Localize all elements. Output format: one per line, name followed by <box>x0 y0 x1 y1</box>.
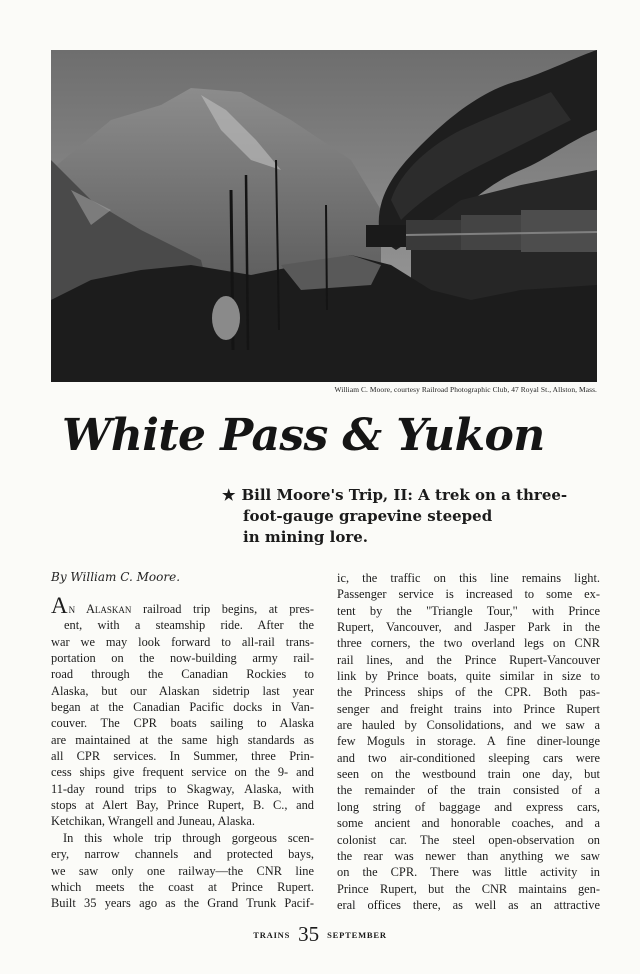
text-line: eral offices there, as well as an attractive <box>337 897 600 912</box>
text-line: ery, narrow channels and protected bays, <box>51 847 314 862</box>
text-line: the Princess ships of the CPR. Both pas- <box>337 685 600 700</box>
text-line: some ancient and honorable coaches, and a <box>337 816 600 831</box>
text-line: senger and freight trains into Prince Rupert <box>337 701 600 716</box>
train-photo <box>51 50 597 382</box>
left-column <box>51 570 314 912</box>
page-number: 35 <box>298 922 320 946</box>
text-line: 11-day round trips to Skagway, Alaska, with <box>51 781 314 796</box>
text-line: Ketchikan, Wrangell and Juneau, Alaska. <box>51 814 255 829</box>
text-line: ent, with a steamship ride. After the <box>64 618 314 633</box>
byline: By William C. Moore. <box>51 570 181 584</box>
text-line: on the CPR. There was little activity in <box>337 865 600 880</box>
text-line: are hauled by Consolidations, and we saw a <box>337 718 600 733</box>
text-line: which meets the coast at Prince Rupert. <box>51 879 314 894</box>
train-photo-illustration <box>51 50 597 382</box>
text-line: cess ships give frequent service on the 9- and <box>51 765 314 780</box>
right-column <box>337 570 600 913</box>
text-line: seen on the westbound train one day, but <box>337 767 600 782</box>
text-line: Alaska, but our Alaskan sidetrip last year <box>51 683 314 698</box>
text-line: road through the Canadian Rockies to <box>51 667 314 682</box>
magazine-name: TRAINS <box>253 930 291 940</box>
text-line: stops at Alert Bay, Prince Rupert, B. C., and <box>51 798 314 813</box>
subtitle-text: Bill Moore's Trip, II: A trek on a three- <box>241 486 568 504</box>
text-line <box>51 593 314 618</box>
article-headline: White Pass & Yukon <box>62 410 545 461</box>
drop-cap: A <box>51 593 68 618</box>
text-line: rail lines, and the Prince Rupert-Vancouver <box>337 652 600 667</box>
subtitle-line <box>222 485 607 506</box>
issue-month: SEPTEMBER <box>327 930 387 940</box>
text-line: long string of baggage and express cars, <box>337 799 600 814</box>
text-line: three corners, the two overland legs on CNR <box>337 636 600 651</box>
text-line: Built 35 years ago as the Grand Trunk Pacif- <box>51 896 314 911</box>
text-line: couver. The CPR boats sailing to Alaska <box>51 716 314 731</box>
text-line: tent by the "Triangle Tour," with Prince <box>337 603 600 618</box>
text-line: colonist car. The steel open-observation on <box>337 832 600 847</box>
text-line: portation on the now-building army rail- <box>51 651 314 666</box>
text-line: In this whole trip through gorgeous scen- <box>63 830 314 845</box>
text-line: are maintained at the same high standards as <box>51 732 314 747</box>
page-footer <box>0 922 640 947</box>
text-line: we saw only one railway—the CNR line <box>51 863 314 878</box>
text-line: the rear was newer than anything we saw <box>337 848 600 863</box>
text-line: Prince Rupert, but the CNR maintains gen- <box>337 881 600 896</box>
text-line: Passenger service is increased to some ex- <box>337 587 600 602</box>
text-line: and two air-conditioned sleeping cars were <box>337 750 600 765</box>
star-icon: ★ <box>222 486 236 504</box>
text-line: ic, the traffic on this line remains light. <box>337 571 600 585</box>
article-subtitle <box>222 485 607 548</box>
text-line: link by Prince boats, quite similar in size to <box>337 669 600 684</box>
text-line: the remainder of the train consisted of a <box>337 783 600 798</box>
text-line: Rupert, Vancouver, and Jasper Park in the <box>337 620 600 635</box>
line-rest: railroad trip begins, at pres- <box>131 602 314 616</box>
photo-credit: William C. Moore, courtesy Railroad Photographic Club, 47 Royal St., Allston, Mass. <box>334 385 597 394</box>
text-line: war we may look forward to all-rail trans- <box>51 634 314 649</box>
text-line: all CPR services. In Summer, three Prin- <box>51 749 314 764</box>
subtitle-line: in mining lore. <box>243 528 368 546</box>
text-line: began at the Canadian Pacific docks in Van- <box>51 700 314 715</box>
subtitle-line: foot-gauge grapevine steeped <box>243 507 493 525</box>
small-caps-text: n Alaskan <box>68 602 132 616</box>
text-line: few Moguls in storage. A fine diner-lounge <box>337 734 600 749</box>
